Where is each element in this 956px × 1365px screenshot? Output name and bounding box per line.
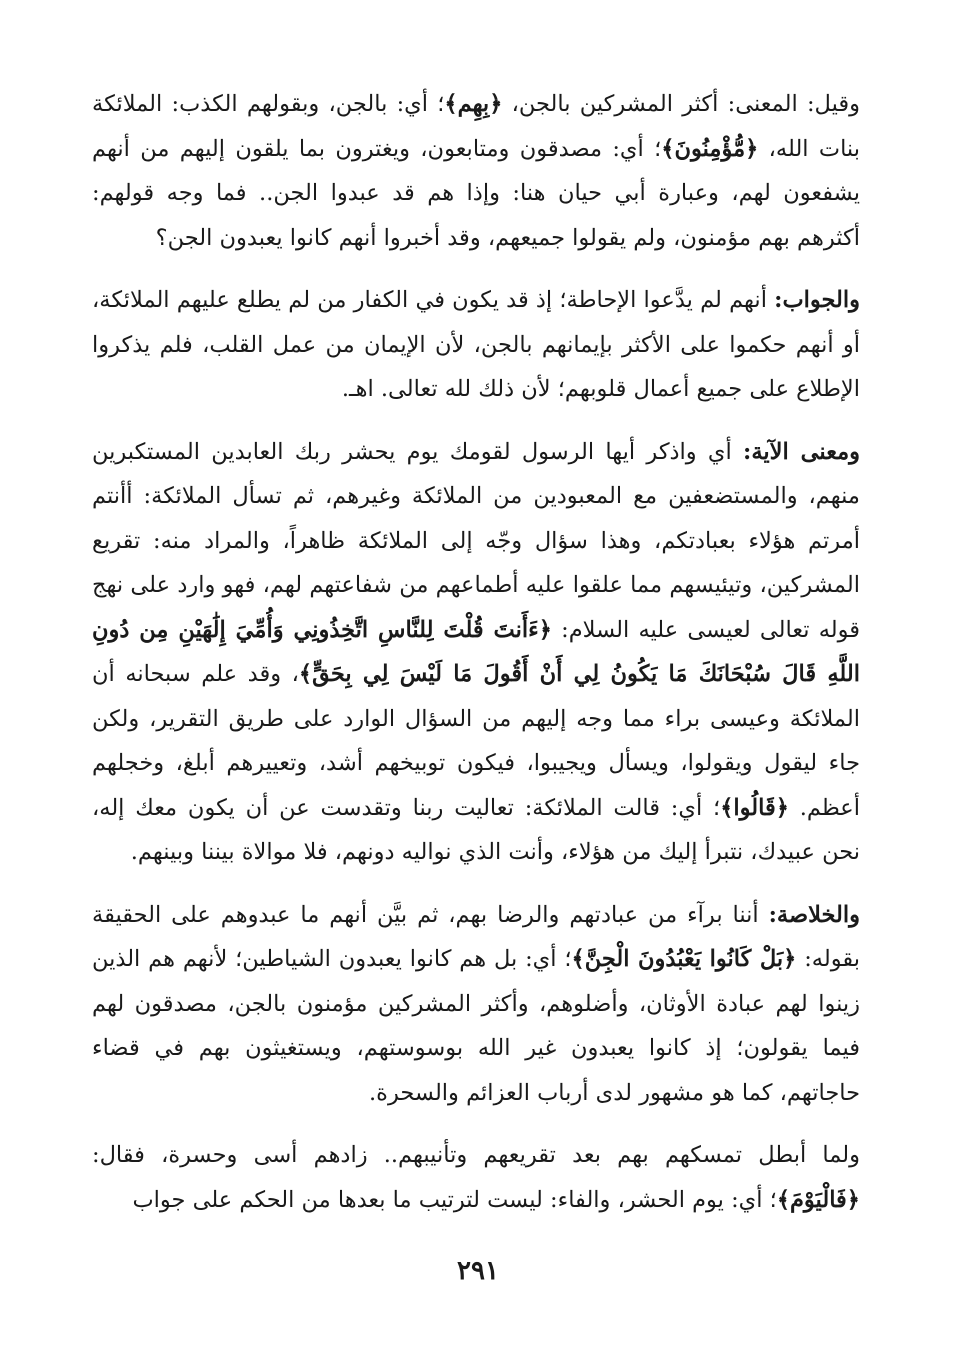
page-number: ٢٩١ xyxy=(457,1256,499,1286)
text-segment: ؛ أي: بل هم كانوا يعبدون الشياطين؛ لأنهم هم الذين زينوا لهم عبادة الأوثان، وأضلوهم، وأكثر المشركين مؤمنون بالجن، مصدقون لهم فيما يقولون؛ إذ كانوا يعبدون غير الله بوسوستهم، ويستغيثون بهم في قضاء حاجاتهم، كما هو مشهور لدى أرباب العزائم والسحرة. xyxy=(92,946,860,1106)
quran-quote: ﴿بِهِم﴾ xyxy=(444,91,503,117)
paragraph-lead: ومعنى الآية: xyxy=(743,438,860,465)
text-segment: أي واذكر أيها الرسول لقومك يوم يحشر ربك العابدين المستكبرين منهم، والمستضعفين مع المعبودين من الملائكة وغيرهم، ثم تسأل الملائكة: أأنتم أمرتم هؤلاء بعبادتكم، وهذا سؤال وجّه إلى الملائكة ظاهراً، والمراد منه: تقريع المشركين، وتيئيسهم مما علقوا عليه أطماعهم من شفاعتهم لهم، فهو وارد على نهج قوله تعالى لعيسى عليه السلام: xyxy=(92,438,860,643)
quran-quote: ﴿بَلْ كَانُوا يَعْبُدُونَ الْجِنَّ﴾ xyxy=(571,946,797,972)
paragraph xyxy=(92,430,860,875)
text-segment: ؛ أي: بالجن، وبقولهم الكذب: الملائكة بنات الله، xyxy=(92,91,860,162)
paragraph xyxy=(92,893,860,1116)
text-segment: أنهم لم يدَّعوا الإحاطة؛ إذ قد يكون في الكفار من لم يطلع عليهم الملائكة، أو أنهم حكموا على الأكثر بإيمانهم بالجن، لأن الإيمان من عمل القلب، فلم يذكروا الإطلاع على جميع أعمال قلوبهم؛ لأن ذلك لله تعالى. اهـ. xyxy=(92,287,860,402)
quran-quote: ﴿مُّؤْمِنُونَ﴾ xyxy=(661,135,759,162)
text-segment: ؛ أي: يوم الحشر، والفاء: ليست لترتيب ما بعدها من الحكم على جواب xyxy=(132,1186,777,1213)
body-text xyxy=(92,82,860,1222)
paragraph-lead: والخلاصة: xyxy=(768,901,860,928)
text-segment: ولما أبطل تمسكهم بهم بعد تقريعهم وتأنيبهم.. زادهم أسى وحسرة، فقال: xyxy=(92,1142,860,1168)
text-segment: ، وقد علم سبحانه أن الملائكة وعيسى براء مما وجه إليهم من السؤال الوارد على طريق التقرير، ولكن جاء ليقول ويقولوا، ويسأل ويجيبوا، فيكون توبيخهم أشد، وتعييرهم أبلغ، وخجلهم أعظم. xyxy=(92,661,860,821)
text-segment: أننا برآء من عبادتهم والرضا بهم، ثم بيَّن أنهم ما عبدوهم على الحقيقة بقوله: xyxy=(92,901,860,972)
quran-quote: ﴿قَالُوا﴾ xyxy=(720,794,789,821)
paragraph-lead: والجواب: xyxy=(774,287,860,313)
text-segment: وقيل: المعنى: أكثر المشركين بالجن، xyxy=(502,91,860,117)
text-segment: ؛ أي: مصدقون ومتابعون، ويغترون بما يلقون إليهم من أنهم يشفعون لهم، وعبارة أبي حيان هنا: وإذا هم قد عبدوا الجن.. فما وجه قولهم: أكثرهم بهم مؤمنون، ولم يقولوا جميعهم، وقد أخبروا أنهم كانوا يعبدون الجن؟ xyxy=(92,135,860,251)
paragraph xyxy=(92,82,860,260)
quran-quote: ﴿ءَأَنتَ قُلْتَ لِلنَّاسِ اتَّخِذُونِي وَأُمِّيَ إِلَٰهَيْنِ مِن دُونِ اللَّهِ قَالَ سُبْحَانَكَ مَا يَكُونُ لِي أَنْ أَقُولَ مَا لَيْسَ لِي بِحَقٍّ﴾ xyxy=(92,616,860,687)
text-segment: ؛ أي: قالت الملائكة: تعاليت ربنا وتقدست عن أن يكون معك إله، نحن عبيدك، نتبرأ إليك من هؤلاء، وأنت الذي نواليه دونهم، فلا موالاة بيننا وبينهم. xyxy=(92,794,860,865)
quran-quote: ﴿فَالْيَوْمَ﴾ xyxy=(776,1186,860,1213)
paragraph xyxy=(92,1133,860,1222)
paragraph xyxy=(92,278,860,412)
